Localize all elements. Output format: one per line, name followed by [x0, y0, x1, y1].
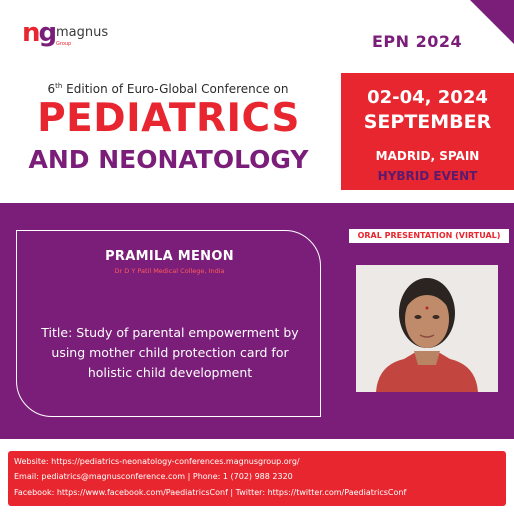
- presentation-type-badge: ORAL PRESENTATION (VIRTUAL): [349, 229, 509, 243]
- edition-number: 6: [47, 82, 56, 96]
- logo-sub: Group: [56, 41, 72, 47]
- conference-code: EPN 2024: [372, 32, 463, 51]
- event-dates: 02-04, 2024: [367, 87, 488, 108]
- contact-footer: [8, 451, 506, 506]
- speaker-affiliation: Dr D Y Patil Medical College, India: [114, 267, 225, 275]
- edition-line: [18, 82, 318, 96]
- corner-triangle: [470, 0, 514, 44]
- logo-name: magnus: [56, 25, 109, 40]
- website-link[interactable]: Website: https://pediatrics-neonatology-conferences.magnusgroup.org/: [14, 457, 300, 466]
- talk-title: Title: Study of parental empowerment by using mother child protection card for holistic child development: [41, 325, 299, 380]
- social-links[interactable]: Facebook: https://www.facebook.com/PaediatricsConf | Twitter: https://twitter.com/PaediatricsConf: [14, 488, 407, 497]
- speaker-photo: [356, 265, 498, 392]
- magnus-logo: [22, 20, 132, 50]
- event-location: MADRID, SPAIN: [375, 149, 480, 163]
- contact-info[interactable]: Email: pediatrics@magnusconference.com | Phone: 1 (702) 988 2320: [14, 472, 293, 481]
- logo-mark-icon: ng: [22, 18, 56, 48]
- edition-suffix: th: [55, 82, 63, 90]
- speaker-card: [16, 230, 321, 417]
- event-info-box: [341, 73, 514, 190]
- conference-title-line2: AND NEONATOLOGY: [28, 145, 309, 174]
- event-format: HYBRID EVENT: [377, 169, 478, 183]
- event-month: SEPTEMBER: [363, 111, 492, 133]
- header-section: [0, 0, 514, 203]
- speaker-name: PRAMILA MENON: [105, 249, 234, 264]
- conference-title-line1: PEDIATRICS: [37, 96, 300, 141]
- speaker-portrait-icon: [356, 265, 498, 392]
- speaker-section: [0, 203, 514, 439]
- edition-text: Edition of Euro-Global Conference on: [66, 82, 289, 96]
